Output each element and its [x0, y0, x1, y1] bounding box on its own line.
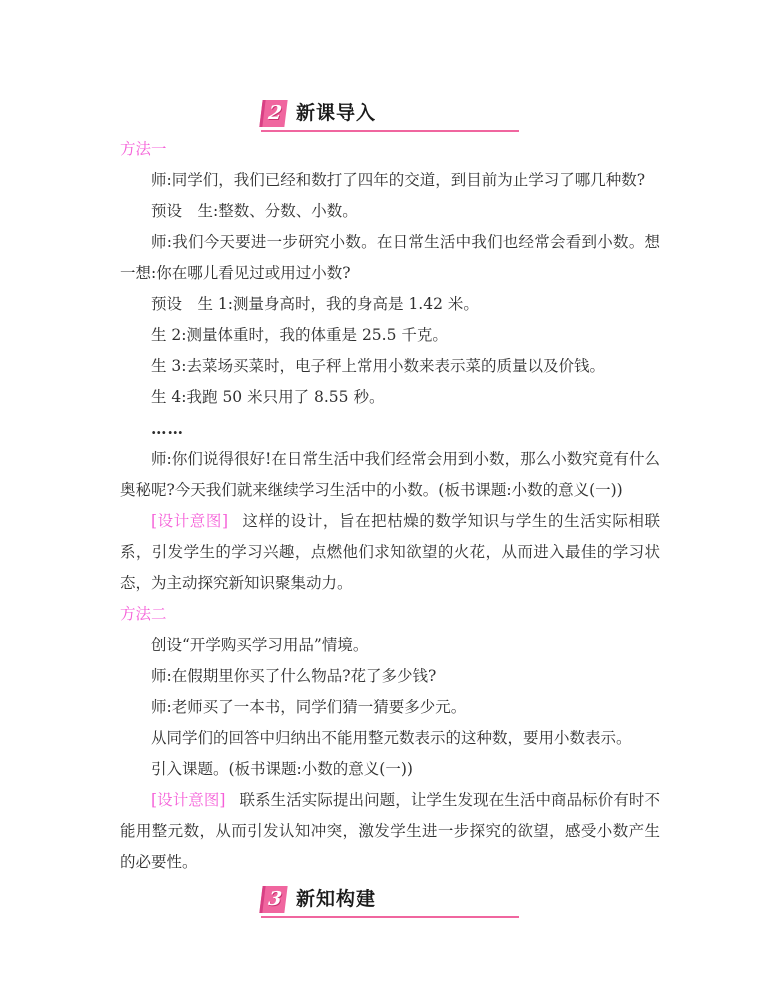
- design-intent-text: 联系生活实际提出问题，让学生发现在生活中商品标价有时不能用整元数，从而引发认知冲突，激发学生进一步探究的欲望，感受小数产生的必要性。: [120, 791, 660, 871]
- method-one-label: 方法一: [120, 140, 167, 158]
- design-intent-method-two: [120, 785, 660, 878]
- design-intent-text: 这样的设计，旨在把枯燥的数学知识与学生的生活实际相联系，引发学生的学习兴趣，点燃他们求知欲望的火花，从而进入最佳的学习状态，为主动探究新知识聚集动力。: [120, 512, 660, 592]
- dialogue-line: 师:你们说得很好!在日常生活中我们经常会用到小数，那么小数究竟有什么奥秘呢?今天我们就来继续学习生活中的小数。(板书课题:小数的意义(一)): [120, 450, 660, 499]
- lesson-body: [120, 134, 660, 878]
- section-number-badge: [259, 100, 287, 127]
- section-number-badge: [259, 886, 287, 913]
- design-intent-label: [设计意图]: [151, 791, 226, 809]
- section-title-new-knowledge: 新知构建: [296, 889, 377, 910]
- design-intent-label: [设计意图]: [151, 512, 228, 530]
- method-two-label: 方法二: [120, 605, 167, 623]
- dialogue-line: 师:我们今天要进一步研究小数。在日常生活中我们也经常会看到小数。想一想:你在哪儿看见过或用过小数?: [120, 233, 660, 282]
- dialogue-line: 生 4:我跑 50 米只用了 8.55 秒。: [151, 388, 385, 406]
- dialogue-line: 预设 生:整数、分数、小数。: [151, 202, 358, 220]
- dialogue-line: 从同学们的回答中归纳出不能用整元数表示的这种数，要用小数表示。: [151, 729, 632, 747]
- dialogue-line: 创设“开学购买学习用品”情境。: [151, 636, 369, 654]
- section-number: 2: [267, 102, 284, 124]
- section-header-new-lesson-intro: [261, 100, 519, 132]
- dialogue-line: 预设 生 1:测量身高时，我的身高是 1.42 米。: [151, 295, 479, 313]
- dialogue-line: 师:同学们，我们已经和数打了四年的交道，到目前为止学习了哪几种数?: [151, 171, 646, 189]
- dialogue-line: 生 3:去菜场买菜时，电子秤上常用小数来表示菜的质量以及价钱。: [151, 357, 606, 375]
- dialogue-line: 师:在假期里你买了什么物品?花了多少钱?: [151, 667, 437, 685]
- ellipsis-line: ……: [151, 419, 184, 438]
- section-number: 3: [267, 888, 284, 910]
- section-title-new-lesson-intro: 新课导入: [296, 103, 377, 124]
- section-header-new-knowledge: [261, 886, 519, 918]
- design-intent-method-one: [120, 506, 660, 599]
- dialogue-line: 师:老师买了一本书，同学们猜一猜要多少元。: [151, 698, 467, 716]
- dialogue-line: 引入课题。(板书课题:小数的意义(一)): [151, 760, 413, 778]
- dialogue-line: 生 2:测量体重时，我的体重是 25.5 千克。: [151, 326, 448, 344]
